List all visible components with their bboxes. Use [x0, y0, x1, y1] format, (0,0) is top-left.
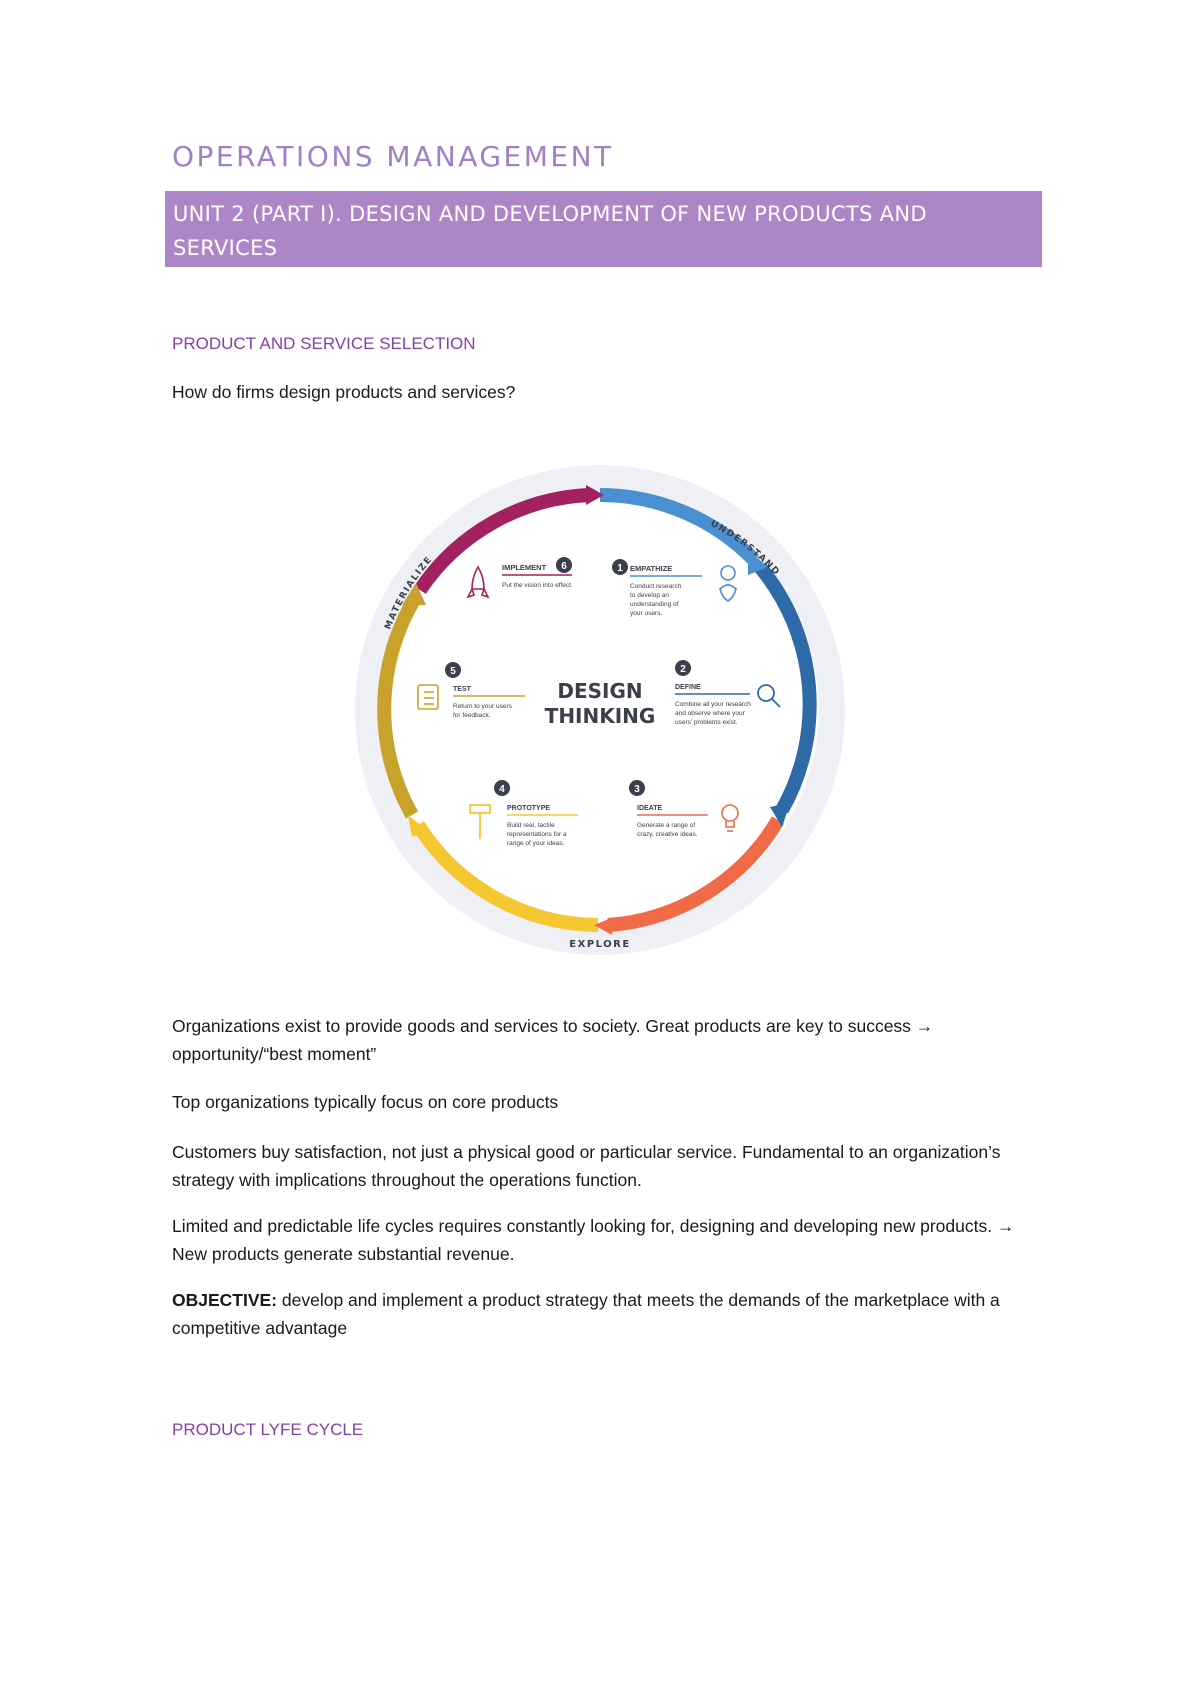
svg-text:your users.: your users.	[630, 610, 663, 617]
paragraph-core-products: Top organizations typically focus on core products	[172, 1092, 559, 1112]
svg-text:Return to your users: Return to your users	[453, 703, 512, 710]
ring-label-understand: UNDERSTAND	[708, 518, 782, 579]
svg-text:Conduct research: Conduct research	[630, 583, 682, 590]
svg-text:understanding of: understanding of	[630, 601, 679, 608]
svg-text:Build real, tactile: Build real, tactile	[507, 822, 555, 829]
section-heading-product-service-selection: PRODUCT AND SERVICE SELECTION	[172, 334, 476, 353]
step-title-ideate: IDEATE	[637, 805, 663, 812]
unit-banner-text: UNIT 2 (PART I). DESIGN AND DEVELOPMENT OF NEW PRODUCTS AND SERVICES	[173, 202, 927, 260]
svg-text:1: 1	[617, 563, 623, 574]
intro-question: How do firms design products and services?	[172, 382, 516, 402]
paragraph-life-cycles: Limited and predictable life cycles requires constantly looking for, designing and developing new products. → New products generate substantial revenue.	[172, 1216, 1015, 1264]
step-title-prototype: PROTOTYPE	[507, 805, 551, 812]
svg-text:and observe where your: and observe where your	[675, 710, 745, 717]
step-title-define: DEFINE	[675, 684, 701, 691]
svg-text:to develop an: to develop an	[630, 592, 670, 599]
svg-text:5: 5	[450, 666, 456, 677]
step-title-empathize: EMPATHIZE	[630, 564, 673, 573]
ring-label-explore: EXPLORE	[569, 939, 631, 950]
objective-label: OBJECTIVE:	[172, 1290, 278, 1310]
svg-text:4: 4	[499, 784, 505, 795]
objective-text: develop and implement a product strategy that meets the demands of the marketplace with a competitive advantage	[172, 1290, 1000, 1338]
ring-label-materialize: MATERIALIZE	[383, 554, 435, 632]
svg-text:6: 6	[561, 561, 567, 572]
design-thinking-diagram	[350, 455, 850, 965]
svg-text:range of your ideas.: range of your ideas.	[507, 840, 565, 847]
svg-text:2: 2	[680, 664, 686, 675]
svg-text:for feedback.: for feedback.	[453, 712, 491, 719]
svg-text:crazy, creative ideas.: crazy, creative ideas.	[637, 831, 698, 838]
svg-text:Put the vision into effect.: Put the vision into effect.	[502, 582, 573, 589]
step-title-implement: IMPLEMENT	[502, 563, 547, 572]
center-title-line2: THINKING	[544, 704, 656, 728]
svg-text:Generate a range of: Generate a range of	[637, 822, 696, 829]
paragraph-objective	[172, 1286, 1042, 1342]
document-title: OPERATIONS MANAGEMENT	[172, 140, 614, 173]
design-thinking-svg	[350, 455, 850, 965]
section-heading-product-life-cycle: PRODUCT LYFE CYCLE	[172, 1420, 364, 1439]
svg-text:representations for a: representations for a	[507, 831, 567, 838]
paragraph-customer-satisfaction: Customers buy satisfaction, not just a physical good or particular service. Fundamental to an organization’s strategy with implications throughout the operations function.	[172, 1142, 1001, 1190]
svg-text:Combine all your research: Combine all your research	[675, 701, 751, 708]
paragraph-organizations-exist: Organizations exist to provide goods and services to society. Great products are key to success → opportunity/“best moment”	[172, 1016, 934, 1064]
svg-text:3: 3	[634, 784, 640, 795]
svg-text:users’ problems exist.: users’ problems exist.	[675, 719, 738, 726]
step-title-test: TEST	[453, 686, 471, 693]
center-title-line1: DESIGN	[557, 679, 643, 703]
unit-banner	[165, 191, 1042, 267]
